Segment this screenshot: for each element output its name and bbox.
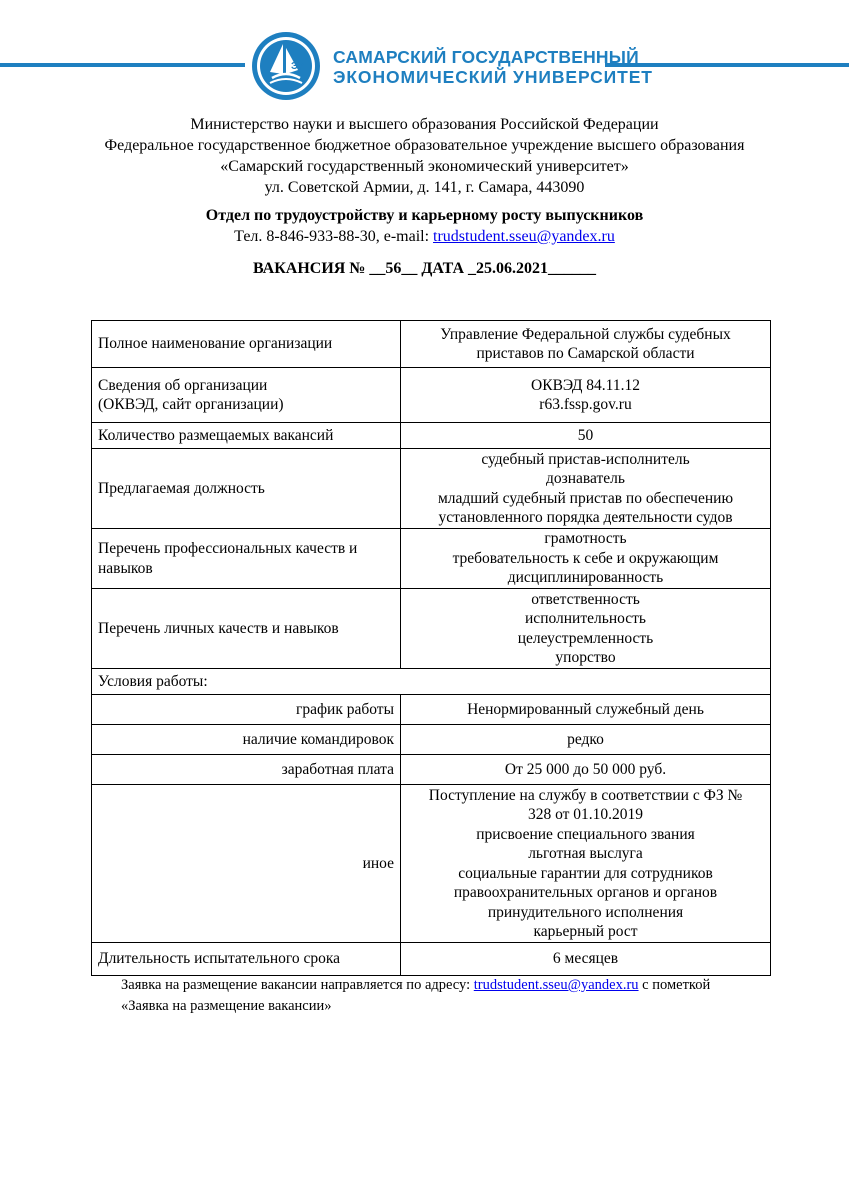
footer-email-link[interactable]: trudstudent.sseu@yandex.ru [473,977,639,993]
vacancy-count-value: 50 [401,423,771,449]
table-row [92,725,771,755]
university-name-line2: ЭКОНОМИЧЕСКИЙ УНИВЕРСИТЕТ [333,67,653,87]
position-item: судебный пристав-исполнитель [481,450,690,468]
prof-skills-label [92,529,401,589]
org-info-label-line: (ОКВЭД, сайт организации) [98,396,284,413]
institution-name-line: «Самарский государственный экономический университет» [220,158,629,175]
prof-skill-item: грамотность [544,530,627,548]
table-row [92,755,771,785]
probation-label: Длительность испытательного срока [92,943,401,976]
prof-skills-label-line: навыков [98,559,153,577]
position-item: установленного порядка деятельности судов [438,509,733,526]
table-row [92,669,771,695]
other-item: льготная выслуга [528,845,643,862]
work-conditions-label: Условия работы: [92,669,771,695]
footer-line2: «Заявка на размещение вакансии» [121,998,332,1014]
business-trips-label: наличие командировок [92,725,401,755]
table-row [92,368,771,423]
department-phone: Тел. 8-846-933-88-30, e-mail: [234,228,434,245]
table-row [92,785,771,943]
other-label: иное [92,785,401,943]
other-item: 328 от 01.10.2019 [527,806,644,823]
other-item: правоохранительных органов и органов [453,884,718,901]
personal-skill-item: целеустремленность [517,629,654,647]
schedule-label: график работы [92,695,401,725]
prof-skill-item: требовательность к себе и окружающим [452,549,719,567]
ministry-line: Министерство науки и высшего образования Российской Федерации [190,116,659,133]
table-row [92,589,771,669]
university-logo-icon [250,30,322,102]
org-website: r63.fssp.gov.ru [539,396,632,413]
department-block [0,205,849,247]
other-item: Поступление на службу в соответствии с ФЗ № [428,786,743,804]
prof-skill-item: дисциплинированность [507,569,664,587]
personal-skill-item: исполнительность [525,610,646,627]
other-item: карьерный рост [533,923,638,940]
vacancy-header: ВАКАНСИЯ № __56__ ДАТА _25.06.2021______ [252,260,597,277]
org-name-value-line: приставов по Самарской области [476,345,695,362]
svg-text:ЭУ: ЭУ [291,61,305,72]
table-row [92,449,771,529]
salary-label: заработная плата [92,755,401,785]
vacancy-table [91,320,771,976]
university-name [333,47,653,87]
position-label: Предлагаемая должность [92,449,401,529]
prof-skills-label-line: Перечень профессиональных качеств и [98,540,358,557]
footer-suffix: с пометкой [638,977,711,993]
table-row [92,943,771,976]
department-title: Отдел по трудоустройству и карьерному росту выпускников [205,207,644,224]
prof-skills-value [401,529,771,589]
org-info-label [92,368,401,423]
table-row [92,423,771,449]
okved-code: ОКВЭД 84.11.12 [531,376,640,394]
org-name-value-line: Управление Федеральной службы судебных [440,325,731,343]
other-value [401,785,771,943]
institution-type-line: Федеральное государственное бюджетное образовательное учреждение высшего образования [104,137,745,154]
other-item: социальные гарантии для сотрудников [458,864,713,882]
probation-value: 6 месяцев [401,943,771,976]
position-item: младший судебный пристав по обеспечению [437,489,734,507]
vacancy-count-label: Количество размещаемых вакансий [92,423,401,449]
personal-skills-label: Перечень личных качеств и навыков [92,589,401,669]
org-info-value [401,368,771,423]
department-email-link[interactable]: trudstudent.sseu@yandex.ru [433,228,615,245]
personal-skills-value [401,589,771,669]
department-contact [0,226,849,247]
personal-skill-item: упорство [555,649,616,666]
position-value [401,449,771,529]
business-trips-value: редко [401,725,771,755]
university-name-line1: САМАРСКИЙ ГОСУДАРСТВЕННЫЙ [333,47,639,67]
org-name-value [401,321,771,368]
other-item: присвоение специального звания [476,825,695,843]
institution-block [0,114,849,198]
footer-note [121,975,710,1017]
table-row [92,321,771,368]
other-item: принудительного исполнения [487,903,684,921]
position-item: дознаватель [546,470,625,487]
personal-skill-item: ответственность [531,590,640,608]
footer-prefix: Заявка на размещение вакансии направляется по адресу: [121,977,474,993]
salary-value: От 25 000 до 50 000 руб. [401,755,771,785]
table-row [92,695,771,725]
org-name-label: Полное наименование организации [92,321,401,368]
schedule-value: Ненормированный служебный день [401,695,771,725]
institution-address-line: ул. Советской Армии, д. 141, г. Самара, 443090 [264,179,585,196]
footer-line1 [121,975,710,996]
org-info-label-line: Сведения об организации [98,376,268,394]
table-row [92,529,771,589]
